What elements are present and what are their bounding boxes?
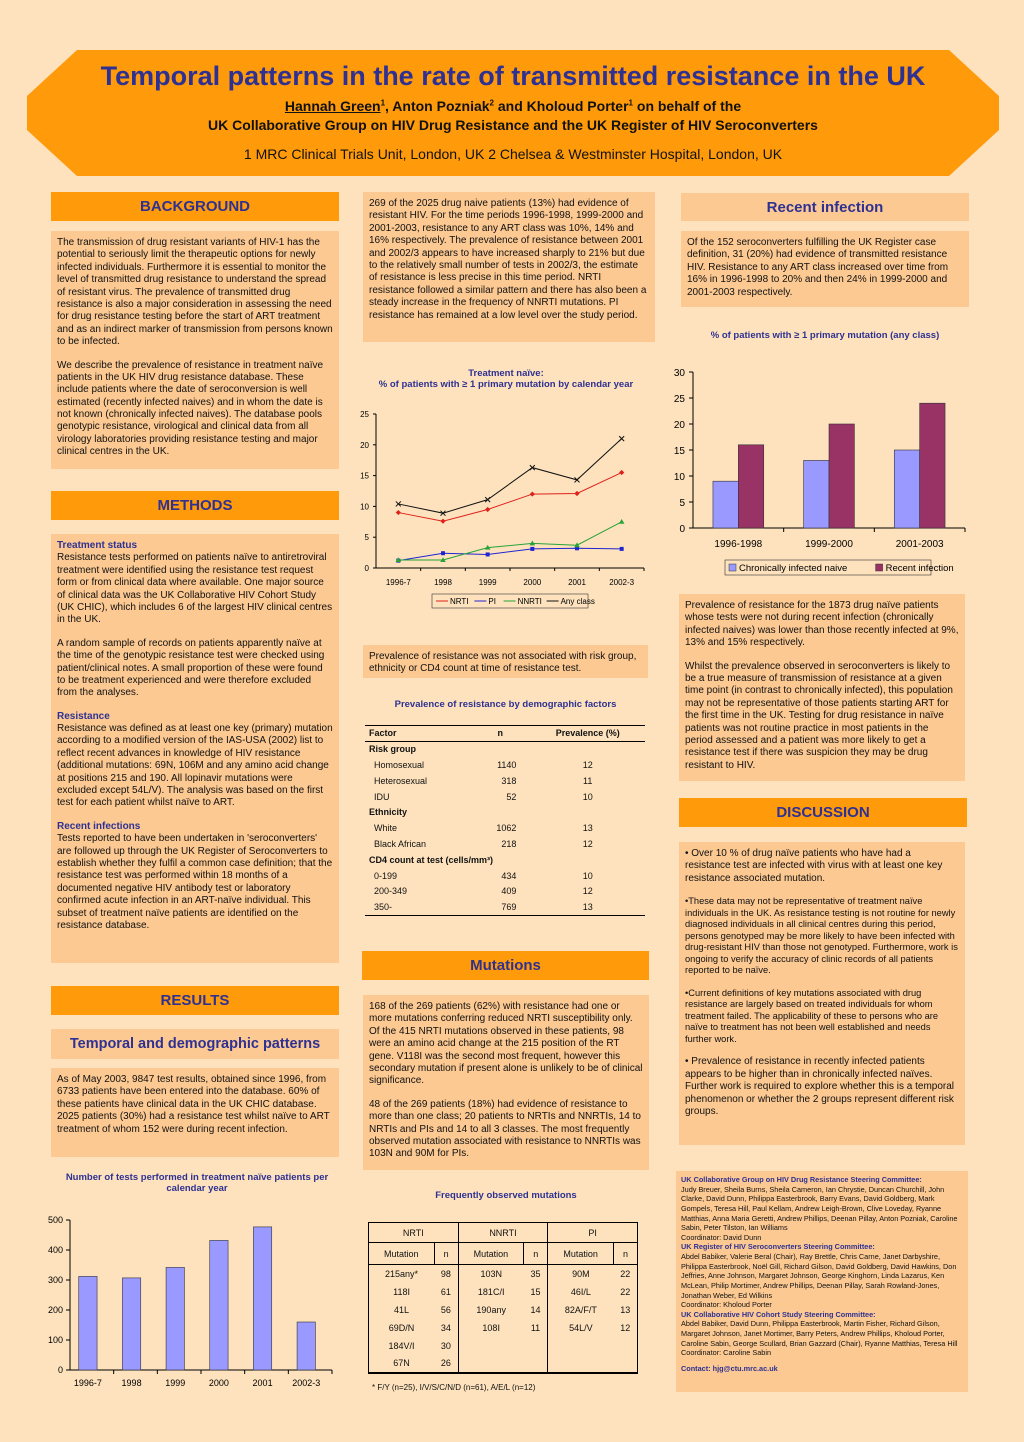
y-tick-label: 10 — [673, 472, 685, 483]
legend-label: NNRTI — [517, 597, 542, 606]
series-line-nnrti — [398, 522, 621, 560]
mutation-footnote: * F/Y (n=25), I/V/S/C/N/D (n=61), A/E/L (n=12) — [372, 1383, 536, 1392]
y-tick-label: 20 — [673, 420, 685, 431]
x-tick-label: 1998 — [434, 578, 452, 587]
table-row: Heterosexual 318 11 — [374, 775, 593, 786]
bar — [894, 450, 919, 528]
results-mid-text: 269 of the 2025 drug naive patients (13%) had evidence of resistant HIV. For the time periods 1996-1998, 1999-2000 and 2001-2003, resistance to any ART class was 10%, 14% and 16% respectively. The prevalence of resistance between 2001 and 2002/3 appears to have increased sharply to 21% but due to the relatively small number of tests in 2002/3, the estimate of resistance is less precise in this time period. NRTI resistance followed a similar pattern and there has also been a steady increase in the frequency of NNRTI mutations. PI resistance has remained at a low level over the study period. — [363, 192, 655, 342]
results-text: As of May 2003, 9847 test results, obtained since 1996, from 6733 patients have been entered into the database. 60% of these patients have clinical data in the UK CHIC database. 2025 patients (30%) had a resistance test whilst naïve to ART treatment of whom 152 were during recent infection. — [51, 1068, 339, 1157]
mutations-heading: Mutations — [362, 951, 649, 980]
chart3-title: % of patients with ≥ 1 primary mutation (any class) — [710, 330, 940, 341]
data-point — [530, 491, 535, 496]
legend-label: Chronically infected naive — [739, 563, 848, 574]
x-tick-label: 2002-3 — [609, 578, 635, 587]
data-point — [574, 491, 579, 496]
y-tick-label: 300 — [47, 1275, 63, 1285]
recent-vs-chronic-bar-chart — [655, 362, 975, 584]
y-tick-label: 30 — [673, 368, 685, 379]
legend-swatch — [729, 564, 736, 571]
group-nrti: NRTI — [369, 1223, 459, 1243]
table-row: 350- 769 13 — [374, 901, 593, 912]
authors: Hannah Green$^1$, Anton Pozniak$^2$ and Kholoud Porter$^1$ on behalf of the — [284, 97, 742, 114]
background-heading: BACKGROUND — [51, 192, 339, 221]
table-row: 41L 56 190any 14 82A/F/T 13 — [369, 1301, 638, 1319]
y-tick-label: 0 — [57, 1365, 63, 1375]
table-row: IDU 52 10 — [374, 791, 593, 802]
x-tick-label: 2001 — [568, 578, 586, 587]
x-tick-label: 1999 — [478, 578, 497, 587]
data-point — [441, 551, 445, 555]
bar — [829, 424, 854, 528]
recent-infection-text: Of the 152 seroconverters fulfilling the UK Register case definition, 31 (20%) had evidence of transmitted resistance HIV. Resistance to any ART class increased over time from 16% in 1996-1998 to 20% and then 24% in 1999-2000 and 2001-2003 respectively. — [681, 231, 969, 307]
chart2-title-2: % of patients with ≥ 1 primary mutation by calendar year — [378, 379, 634, 391]
table-row: Homosexual 1140 12 — [374, 759, 593, 770]
background-text: The transmission of drug resistant variants of HIV-1 has the potential to seriously limit the therapeutic options for newly infected individuals. Furthermore it is essential to monitor the level of transmitted drug resistance to understand the spread of resistant virus. The prevalence of transmitted drug resistance is also a major consideration in assessing the need for drug resistance testing before the start of ART treatment and as an indirect marker of transmission from persons known to be infected. We describe the prevalence of resistance in treatment naïve patients in the UK HIV drug resistance database. These include patients where the date of seroconversion is well estimated (recently infected naives) and in whom the date is not known (chronically infected naives). The database pools genotypic resistance, virological and clinical data from all virology laboratories providing resistance testing and major clinical centres in the UK. — [51, 231, 339, 469]
table-row: 0-199 434 10 — [374, 870, 593, 881]
y-tick-label: 15 — [360, 471, 369, 481]
y-tick-label: 20 — [360, 440, 369, 450]
x-tick-label: 1999-2000 — [805, 539, 853, 550]
table-group-row: Risk group — [369, 744, 417, 755]
table-row: 184V/I 30 — [369, 1337, 638, 1355]
table-row: 67N 26 — [369, 1355, 638, 1373]
y-tick-label: 500 — [47, 1215, 63, 1225]
y-tick-label: 10 — [360, 502, 369, 512]
y-tick-label: 0 — [679, 524, 685, 535]
demo-table-title: Prevalence of resistance by demographic factors — [394, 699, 617, 710]
y-tick-label: 200 — [47, 1305, 63, 1315]
legend-label: Recent infection — [885, 563, 954, 574]
legend-swatch — [876, 564, 883, 571]
y-tick-label: 100 — [47, 1335, 63, 1345]
table-row: Black African 218 12 — [374, 838, 593, 849]
data-point — [440, 519, 445, 524]
table-row: 200-349 409 12 — [374, 886, 593, 897]
table-group-row: Ethnicity — [369, 807, 408, 818]
prevalence-text: Prevalence of resistance for the 1873 drug naïve patients whose tests were not during recent infection (chronically infected naives) was lower than those recently infected at 9%, 13% and 15% respectively. Whilst the prevalence observed in seroconverters is likely to be a true measure of transmission of resistance at a given time point (in contrast to chronically infected), this population may not be representative of those patients starting ART for the first time in the UK. Testing for drug resistance in naïve patients was not routine practice in most patients in the period assessed and a patient was more likely to get a resistance test if there was suspicion they may be drug resistant to HIV. — [679, 594, 965, 781]
data-point — [530, 547, 534, 551]
series-line-nrti — [398, 473, 621, 522]
demographic-table — [365, 725, 645, 916]
demo-text: Prevalence of resistance was not associated with risk group, ethnicity or CD4 count at time of resistance test. — [363, 645, 648, 678]
x-tick-label: 2001-2003 — [895, 539, 944, 550]
x-tick-label: 1996-1998 — [714, 539, 763, 550]
y-tick-label: 400 — [47, 1245, 63, 1255]
tests-per-year-chart — [30, 1205, 340, 1395]
series-line-pi — [398, 548, 621, 560]
bar — [166, 1267, 184, 1370]
y-tick-label: 15 — [673, 446, 685, 457]
table-row: 215any* 98 103N 35 90M 22 — [369, 1265, 638, 1283]
y-tick-label: 0 — [364, 564, 369, 573]
discussion-heading: DISCUSSION — [679, 798, 967, 827]
y-tick-label: 25 — [360, 410, 369, 419]
x-tick-label: 2000 — [523, 578, 542, 587]
acknowledgements: UK Collaborative Group on HIV Drug Resistance Steering Committee: Judy Breuer, Sheila Burns, Sheila Cameron, Ian Chrystie, Duncan Churchill, John Clarke, David Dunn, Philippa Easterbrook, Barry Evans, David Goldberg, Mark Gompels, Teresa Hill, Paul Kellam, Andrew Leigh-Brown, Clive Loveday, Ryanne Matthias, Anna Maria Geretti, Andrew Phillips, Deenan Pillay, Anton Pozniak, Caroline Sabin, Peter Tilston, Ian Williams Coordinator: David Dunn UK Register of HIV Seroconverters Steering Committee: Abdel Babiker, Valerie Beral (Chair), Ray Brettle, Chris Carne, Janet Darbyshire, Philippa Easterbrook, Noël Gill, Richard Gilson, David Goldberg, David Hawkins, Don Jeffries, Anne Johnson, Margaret Johnson, George Kinghorn, Linda Lazarus, Ken McLean, Philip Mortimer, Andrew Phillips, Deenan Pillay, Sarah Rowland-Jones, Jonathan Weber, Ed Wilkins Coordinator: Kholoud Porter UK Collaborative HIV Cohort Study Steering Committee: Abdel Babiker, David Dunn, Philippa Easterbrook, Martin Fisher, Richard Gilson, Margaret Johnson, Janet Mortimer, Barry Peters, Andrew Phillips, Kholoud Porter, Caroline Sabin, George Scullard, Brian Gazzard (Chair), Ryanne Matthias, Teresa Hill Coordinator: Caroline Sabin Contact: hjg@ctu.mrc.ac.uk — [676, 1171, 968, 1392]
bar — [253, 1227, 271, 1370]
bar — [804, 460, 829, 528]
contact-email[interactable]: Contact: hjg@ctu.mrc.ac.uk — [681, 1363, 778, 1373]
data-point — [396, 510, 401, 515]
y-tick-label: 5 — [364, 533, 369, 543]
mutations-table: NRTI NNRTI PI Mutation n Mutation n Mutation n 215any* 98 103N 35 90M 22 118I 61 181C/I 15 46I/L 22 41L 56 190any 14 82A/F/T 13 69D/N 34 108I 11 54L/V 12 184V/I 30 67N 26 — [368, 1222, 638, 1374]
mutation-table-title: Frequently observed mutations — [435, 1190, 577, 1201]
table-group-row: CD4 count at test (cells/mm³) — [369, 854, 494, 865]
data-point — [619, 470, 624, 475]
col-n: n — [497, 728, 503, 739]
naive-mutation-line-chart — [350, 404, 650, 614]
recent-infection-heading: Recent infection — [681, 193, 969, 221]
author-main: Hannah Green — [284, 97, 381, 114]
poster-title: Temporal patterns in the rate of transmitted resistance in the UK — [100, 61, 926, 91]
methods-text: Treatment status Resistance tests performed on patients naïve to antiretroviral treatment were identified using the resistance test request form or from clinical data where available. One major source of clinical data was the UK Collaborative HIV Cohort Study (UK CHIC), which includes 6 of the largest HIV clinical centres in the UK. A random sample of records on patients apparently naïve at the time of the genotypic resistance test were checked using patient/clinical notes. A small proportion of these were found to be treatment experienced and were therefore excluded from the analyses. Resistance Resistance was defined as at least one key (primary) mutation according to a modified version of the IAS-USA (2002) list to reflect recent advances in knowledge of HIV resistance (additional mutations: 69N, 106M and any amino acid change at positions 215 and 190. All lopinavir mutations were excluded except 54L/V). The analysis was based on the first test for each patient whilst naïve to ART. Recent infections Tests reported to have been undertaken in 'seroconverters' are followed up through the UK Register of Seroconverters to establish whether they fulfil a common case definition; that the resistance test was performed within 18 months of a documented negative HIV antibody test or laboratory confirmed acute infection in an ART-naïve individual. This subset of treatment naïve patients are identified on the resistance database. — [51, 534, 339, 963]
results-heading: RESULTS — [51, 986, 339, 1015]
affiliations: 1 MRC Clinical Trials Unit, London, UK 2 Chelsea & Westminster Hospital, London, UK — [243, 146, 783, 163]
chart1-title: Number of tests performed in treatment naïve patients per calendar year — [65, 1172, 329, 1195]
bar — [79, 1276, 97, 1370]
x-tick-label: 1996-7 — [385, 578, 411, 587]
legend-label: NRTI — [450, 597, 469, 606]
x-tick-label: 2002-3 — [292, 1378, 321, 1388]
bar — [738, 445, 763, 528]
x-tick-label: 1996-7 — [73, 1378, 102, 1388]
y-tick-label: 25 — [673, 394, 685, 405]
legend-label: PI — [488, 597, 496, 606]
discussion-text: • Over 10 % of drug naïve patients who have had a resistance test are infected with virus with at least one key resistance associated mutation. •These data may not be representative of treatment naïve individuals in the UK. As resistance testing is not routine for newly diagnosed individuals in all clinical centres during this period, persons genotyped may be more likely to have been infected with drug-resistant HIV than those not genotyped. Furthermore, work is ongoing to verify the accuracy of clinic records of all patients reported to be naïve. •Current definitions of key mutations associated with drug resistance are largely based on treated individuals for whom treatment failed. The applicability of these to persons who are naïve to treatment has not been well established and needs further work. • Prevalence of resistance in recently infected patients appears to be higher than in chronically infected naïves. Further work is required to explore whether this is a temporal phenomenon or whether the 2 groups represent different risk groups. — [679, 842, 965, 1145]
x-tick-label: 1998 — [121, 1378, 142, 1388]
bar — [920, 403, 945, 528]
mutations-text: 168 of the 269 patients (62%) with resistance had one or more mutations conferring reduced NRTI susceptibility only. Of the 415 NRTI mutations observed in these patients, 98 were an amino acid change at the 215 position of the RT gene. V118I was the second most frequent, however this secondary mutation if present alone is unlikely to be of clinical significance. 48 of the 269 patients (18%) had evidence of resistance to more than one class; 20 patients to NRTIs and NNRTIs, 14 to NRTIs and PIs and 14 to all 3 classes. The most frequently observed mutation associated with resistance to NNRTIs was 103N and 90M for PIs. — [363, 995, 649, 1170]
x-tick-label: 2001 — [252, 1378, 273, 1388]
bar — [297, 1322, 315, 1370]
table-row: 69D/N 34 108I 11 54L/V 12 — [369, 1319, 638, 1337]
bar — [210, 1240, 228, 1370]
y-tick-label: 5 — [679, 498, 685, 509]
x-tick-label: 1999 — [165, 1378, 186, 1388]
group-pi: PI — [588, 1227, 597, 1238]
data-point — [485, 507, 490, 512]
table-row: 118I 61 181C/I 15 46I/L 22 — [369, 1283, 638, 1301]
x-tick-label: 2000 — [208, 1378, 229, 1388]
group-nnrti: NNRTI — [458, 1223, 548, 1243]
collab-line: UK Collaborative Group on HIV Drug Resistance and the UK Register of HIV Seroconverters — [208, 117, 818, 134]
col-prevalence: Prevalence (%) — [555, 728, 620, 739]
chart2-title-1: Treatment naïve: — [468, 368, 544, 379]
legend-label: Any class — [560, 597, 595, 606]
table-row: White 1062 13 — [374, 823, 593, 834]
data-point — [619, 519, 625, 524]
col-factor: Factor — [369, 728, 397, 739]
bar — [713, 481, 738, 528]
methods-heading: METHODS — [51, 491, 339, 520]
data-point — [620, 547, 624, 551]
data-point — [486, 552, 490, 556]
bar — [122, 1278, 140, 1370]
results-subheading: Temporal and demographic patterns — [51, 1029, 339, 1059]
